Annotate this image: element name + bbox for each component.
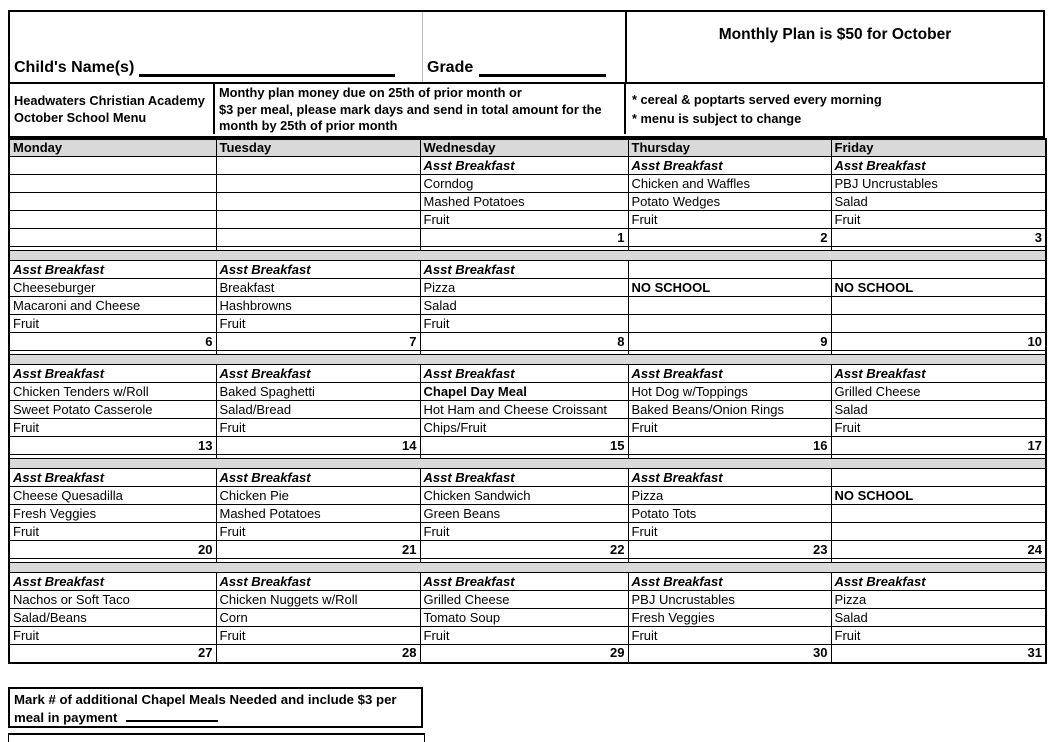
chapel-note-label: meal in payment bbox=[14, 710, 118, 725]
plan-note-line: Monthy plan money due on 25th of prior month or bbox=[219, 85, 522, 100]
menu-cell: Salad bbox=[831, 609, 1046, 627]
menu-cell: Asst Breakfast bbox=[420, 365, 628, 383]
menu-cell: Chicken Pie bbox=[216, 487, 420, 505]
week-separator-cell bbox=[9, 459, 1046, 469]
menu-row bbox=[9, 211, 1046, 229]
menu-cell: Fruit bbox=[216, 523, 420, 541]
menu-cell: Salad bbox=[831, 193, 1046, 211]
plan-note-line: $3 per meal, please mark days and send in total amount for the bbox=[219, 101, 602, 117]
date-row bbox=[9, 333, 1046, 351]
menu-cell: Fruit bbox=[9, 523, 216, 541]
menu-row bbox=[9, 591, 1046, 609]
menu-cell: Fruit bbox=[831, 627, 1046, 645]
date-cell: 8 bbox=[420, 333, 628, 351]
monthly-plan-title: Monthly Plan is $50 for October bbox=[718, 26, 952, 43]
menu-cell bbox=[628, 297, 831, 315]
menu-row bbox=[9, 365, 1046, 383]
menu-cell: Fruit bbox=[420, 627, 628, 645]
plan-note-line: month by 25th of prior month bbox=[219, 118, 398, 133]
date-cell: 15 bbox=[420, 437, 628, 455]
menu-cell: Asst Breakfast bbox=[9, 573, 216, 591]
menu-cell: Corn bbox=[216, 609, 420, 627]
menu-cell bbox=[628, 315, 831, 333]
menu-cell: Fruit bbox=[831, 419, 1046, 437]
menu-cell: Fruit bbox=[420, 315, 628, 333]
chapel-note-line-1: Mark # of additional Chapel Meals Needed and include $3 per bbox=[14, 692, 397, 707]
menu-row bbox=[9, 297, 1046, 315]
date-cell: 21 bbox=[216, 541, 420, 559]
menu-cell: Corndog bbox=[420, 175, 628, 193]
menu-cell: Asst Breakfast bbox=[628, 365, 831, 383]
menu-cell: Fresh Veggies bbox=[628, 609, 831, 627]
menu-row bbox=[9, 469, 1046, 487]
date-cell: 30 bbox=[628, 645, 831, 663]
menu-cell: Fruit bbox=[216, 419, 420, 437]
menu-cell: Baked Beans/Onion Rings bbox=[628, 401, 831, 419]
date-row bbox=[9, 437, 1046, 455]
menu-cell: Pizza bbox=[831, 591, 1046, 609]
menu-cell: PBJ Uncrustables bbox=[628, 591, 831, 609]
menu-cell: Green Beans bbox=[420, 505, 628, 523]
menu-cell: Asst Breakfast bbox=[9, 365, 216, 383]
plan-note-cell bbox=[215, 84, 626, 134]
menu-cell: Cheese Quesadilla bbox=[9, 487, 216, 505]
menu-cell: Macaroni and Cheese bbox=[9, 297, 216, 315]
date-cell: 9 bbox=[628, 333, 831, 351]
menu-cell: Hot Ham and Cheese Croissant bbox=[420, 401, 628, 419]
menu-cell: Potato Tots bbox=[628, 505, 831, 523]
date-cell: 7 bbox=[216, 333, 420, 351]
menu-cell bbox=[9, 193, 216, 211]
week-separator-cell bbox=[9, 563, 1046, 573]
menu-cell: Fruit bbox=[628, 627, 831, 645]
menu-cell: Asst Breakfast bbox=[9, 469, 216, 487]
menu-row bbox=[9, 315, 1046, 333]
payment-amount-blank[interactable] bbox=[126, 708, 218, 722]
menu-row bbox=[9, 609, 1046, 627]
menu-cell: Baked Spaghetti bbox=[216, 383, 420, 401]
menu-cell bbox=[628, 261, 831, 279]
header-row-1 bbox=[10, 12, 1043, 84]
menu-cell bbox=[831, 469, 1046, 487]
school-name-line: October School Menu bbox=[14, 110, 147, 125]
date-cell: 20 bbox=[9, 541, 216, 559]
day-header-row bbox=[9, 139, 1046, 157]
date-cell: 16 bbox=[628, 437, 831, 455]
menu-cell: Chicken Tenders w/Roll bbox=[9, 383, 216, 401]
school-name-line: Headwaters Christian Academy bbox=[14, 93, 205, 108]
menu-row bbox=[9, 279, 1046, 297]
menu-cell: Mashed Potatoes bbox=[420, 193, 628, 211]
date-cell: 23 bbox=[628, 541, 831, 559]
date-row bbox=[9, 541, 1046, 559]
menu-cell: Cheeseburger bbox=[9, 279, 216, 297]
menu-cell: Asst Breakfast bbox=[420, 261, 628, 279]
side-notes-cell bbox=[626, 84, 1043, 134]
side-note-line: * menu is subject to change bbox=[632, 111, 802, 126]
menu-cell: Salad/Bread bbox=[216, 401, 420, 419]
menu-cell bbox=[831, 505, 1046, 523]
menu-cell: Chapel Day Meal bbox=[420, 383, 628, 401]
menu-cell: Fruit bbox=[216, 315, 420, 333]
menu-cell: Asst Breakfast bbox=[831, 365, 1046, 383]
date-cell: 13 bbox=[9, 437, 216, 455]
day-header-thursday: Thursday bbox=[628, 139, 831, 157]
date-cell: 22 bbox=[420, 541, 628, 559]
menu-cell: Asst Breakfast bbox=[628, 573, 831, 591]
menu-row bbox=[9, 573, 1046, 591]
menu-cell bbox=[831, 297, 1046, 315]
menu-cell: Asst Breakfast bbox=[216, 469, 420, 487]
childs-name-cell bbox=[10, 12, 423, 82]
menu-row bbox=[9, 401, 1046, 419]
menu-cell: Fruit bbox=[9, 419, 216, 437]
date-cell: 28 bbox=[216, 645, 420, 663]
menu-cell: Chips/Fruit bbox=[420, 419, 628, 437]
date-cell: 1 bbox=[420, 229, 628, 247]
date-row bbox=[9, 645, 1046, 663]
date-cell: 24 bbox=[831, 541, 1046, 559]
menu-row bbox=[9, 487, 1046, 505]
chapel-meals-box bbox=[8, 687, 423, 728]
menu-cell: Asst Breakfast bbox=[216, 365, 420, 383]
menu-cell: Salad bbox=[831, 401, 1046, 419]
menu-cell: Asst Breakfast bbox=[831, 157, 1046, 175]
childs-name-blank[interactable] bbox=[139, 63, 395, 77]
menu-cell bbox=[9, 211, 216, 229]
menu-cell: Fruit bbox=[628, 419, 831, 437]
menu-cell: Chicken Nuggets w/Roll bbox=[216, 591, 420, 609]
date-cell: 14 bbox=[216, 437, 420, 455]
menu-cell bbox=[216, 157, 420, 175]
menu-cell: Mashed Potatoes bbox=[216, 505, 420, 523]
menu-cell bbox=[9, 157, 216, 175]
menu-cell: Chicken and Waffles bbox=[628, 175, 831, 193]
menu-row bbox=[9, 383, 1046, 401]
menu-cell: Asst Breakfast bbox=[831, 573, 1046, 591]
week-separator-cell bbox=[9, 355, 1046, 365]
menu-row bbox=[9, 261, 1046, 279]
menu-cell: Breakfast bbox=[216, 279, 420, 297]
menu-cell: Asst Breakfast bbox=[628, 157, 831, 175]
header-section bbox=[8, 10, 1045, 138]
week-separator-band bbox=[9, 459, 1046, 469]
grade-blank[interactable] bbox=[479, 63, 606, 77]
childs-name-label: Child's Name(s) bbox=[14, 59, 135, 76]
menu-row bbox=[9, 627, 1046, 645]
date-cell: 29 bbox=[420, 645, 628, 663]
menu-cell: Pizza bbox=[628, 487, 831, 505]
menu-row bbox=[9, 419, 1046, 437]
day-header-tuesday: Tuesday bbox=[216, 139, 420, 157]
menu-cell: Asst Breakfast bbox=[9, 261, 216, 279]
menu-cell: Fruit bbox=[216, 627, 420, 645]
bottom-row-stub bbox=[8, 733, 425, 742]
menu-grid bbox=[8, 138, 1047, 664]
menu-cell: Asst Breakfast bbox=[216, 573, 420, 591]
week-separator-band bbox=[9, 355, 1046, 365]
menu-row bbox=[9, 523, 1046, 541]
week-separator-band bbox=[9, 251, 1046, 261]
day-header-monday: Monday bbox=[9, 139, 216, 157]
menu-row bbox=[9, 157, 1046, 175]
date-cell: 3 bbox=[831, 229, 1046, 247]
date-cell: 31 bbox=[831, 645, 1046, 663]
menu-cell: Grilled Cheese bbox=[420, 591, 628, 609]
menu-cell: Asst Breakfast bbox=[420, 573, 628, 591]
day-header-friday: Friday bbox=[831, 139, 1046, 157]
menu-cell bbox=[216, 175, 420, 193]
menu-cell: NO SCHOOL bbox=[628, 279, 831, 297]
menu-cell: Nachos or Soft Taco bbox=[9, 591, 216, 609]
menu-cell: Fruit bbox=[420, 211, 628, 229]
menu-cell: Salad/Beans bbox=[9, 609, 216, 627]
date-cell bbox=[216, 229, 420, 247]
header-row-2 bbox=[10, 84, 1043, 134]
menu-cell: Fruit bbox=[628, 523, 831, 541]
week-separator-cell bbox=[9, 251, 1046, 261]
menu-cell: Asst Breakfast bbox=[420, 469, 628, 487]
menu-cell bbox=[216, 193, 420, 211]
menu-cell: Fruit bbox=[420, 523, 628, 541]
date-cell: 10 bbox=[831, 333, 1046, 351]
menu-cell: Asst Breakfast bbox=[420, 157, 628, 175]
menu-cell: Fresh Veggies bbox=[9, 505, 216, 523]
menu-cell: NO SCHOOL bbox=[831, 279, 1046, 297]
date-cell bbox=[9, 229, 216, 247]
menu-cell: Hashbrowns bbox=[216, 297, 420, 315]
menu-cell: Fruit bbox=[9, 627, 216, 645]
week-separator-band bbox=[9, 563, 1046, 573]
menu-cell bbox=[216, 211, 420, 229]
side-note-line: * cereal & poptarts served every morning bbox=[632, 92, 882, 107]
date-cell: 6 bbox=[9, 333, 216, 351]
menu-cell: Sweet Potato Casserole bbox=[9, 401, 216, 419]
day-header-wednesday: Wednesday bbox=[420, 139, 628, 157]
date-cell: 27 bbox=[9, 645, 216, 663]
menu-cell: Salad bbox=[420, 297, 628, 315]
menu-cell: Fruit bbox=[628, 211, 831, 229]
grade-label: Grade bbox=[427, 59, 474, 76]
menu-cell: Asst Breakfast bbox=[216, 261, 420, 279]
chapel-note-line-2 bbox=[14, 708, 417, 726]
menu-cell: NO SCHOOL bbox=[831, 487, 1046, 505]
menu-cell bbox=[831, 261, 1046, 279]
menu-cell bbox=[831, 315, 1046, 333]
menu-cell: Tomato Soup bbox=[420, 609, 628, 627]
date-row bbox=[9, 229, 1046, 247]
menu-cell: Asst Breakfast bbox=[628, 469, 831, 487]
menu-cell: Potato Wedges bbox=[628, 193, 831, 211]
menu-cell bbox=[9, 175, 216, 193]
menu-row bbox=[9, 175, 1046, 193]
menu-cell: Pizza bbox=[420, 279, 628, 297]
menu-cell: Fruit bbox=[831, 211, 1046, 229]
menu-cell: Grilled Cheese bbox=[831, 383, 1046, 401]
menu-cell: Chicken Sandwich bbox=[420, 487, 628, 505]
school-name-cell bbox=[10, 84, 215, 134]
date-cell: 2 bbox=[628, 229, 831, 247]
date-cell: 17 bbox=[831, 437, 1046, 455]
menu-cell: Fruit bbox=[9, 315, 216, 333]
grade-cell bbox=[423, 12, 627, 82]
menu-row bbox=[9, 505, 1046, 523]
menu-cell: Hot Dog w/Toppings bbox=[628, 383, 831, 401]
menu-cell: PBJ Uncrustables bbox=[831, 175, 1046, 193]
menu-cell bbox=[831, 523, 1046, 541]
menu-row bbox=[9, 193, 1046, 211]
